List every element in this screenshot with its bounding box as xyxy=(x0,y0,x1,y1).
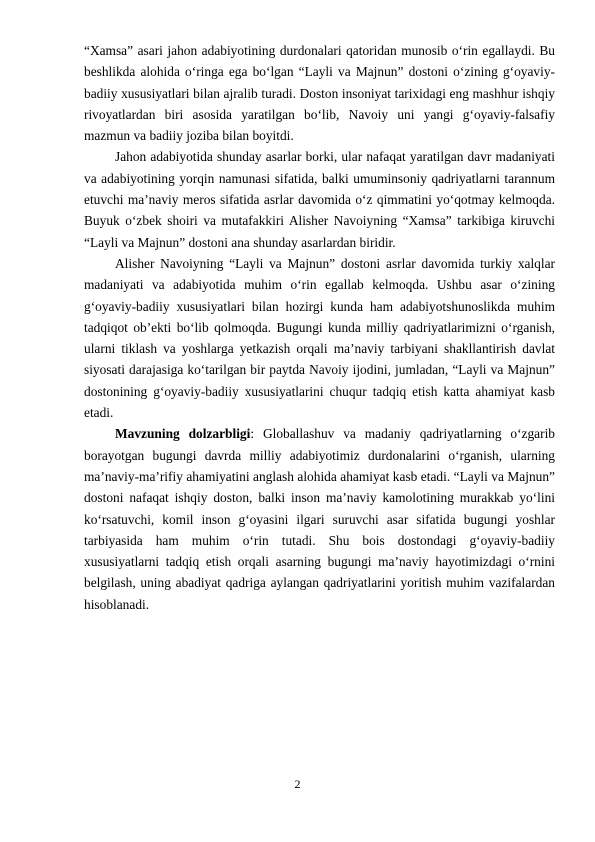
paragraph-layli-majnun-significance: Alisher Navoiyning “Layli va Majnun” dostoni asrlar davomida turkiy xalqlar madaniyati va adabiyotida muhim o‘rin egallab kelmoqda. Ushbu asar o‘zining g‘oyaviy-badiiy xususiyatlari bilan hozirgi kunda ham adabiyotshunoslikda muhim tadqiqot ob’ekti bo‘lib qolmoqda. Bugungi kunda milliy qadriyatlarimizni o‘rganish, ularni tiklash va yoshlarga yetkazish orqali ma’naviy tarbiyani shakllantirish davlat siyosati darajasiga ko‘tarilgan bir paytda Navoiy ijodini, jumladan, “Layli va Majnun” dostonining g‘oyaviy-badiiy xususiyatlarini chuqur tadqiq etish katta ahamiyat kasb etadi. xyxy=(84,255,555,421)
topic-relevance-heading: Mavzuning dolzarbligi xyxy=(115,426,251,442)
paragraph-world-literature: Jahon adabiyotida shunday asarlar borki, ular nafaqat yaratilgan davr madaniyati va adabiyotining yorqin namunasi sifatida, balki umuminsoniy qadriyatlarni tarannum etuvchi ma’naviy meros sifatida asrlar davomida o‘z qimmatini yo‘qotmay kelmoqda. Buyuk o‘zbek shoiri va mutafakkiri Alisher Navoiyning “Xamsa” tarkibiga kiruvchi “Layli va Majnun” dostoni ana shunday asarlardan biridir. xyxy=(84,149,555,250)
topic-relevance-text: : Globallashuv va madaniy qadriyatlarning o‘zgarib borayotgan bugungi davrda milliy adabiyotimiz durdonalarini o‘rganish, ularning ma’naviy-ma’rifiy ahamiyatini anglash alohida ahamiyat kasb etadi. “Layli va Majnun” dostoni nafaqat ishqiy doston, balki inson ma’naviy kamolotining murakkab yo‘lini ko‘rsatuvchi, komil inson g‘oyasini ilgari suruvchi asar sifatida bugungi yoshlar tarbiyasida ham muhim o‘rin tutadi. Shu bois dostondagi g‘oyaviy-badiiy xususiyatlarni tadqiq etish orqali asarning bugungi ma’naviy hayotimizdagi o‘rnini belgilash, uning abadiyat qadriga aylangan qadriyatlarini yoritish muhim vazifalardan hisoblanadi. xyxy=(84,426,556,612)
page-number: 2 xyxy=(294,777,301,791)
document-body xyxy=(84,40,555,615)
paragraph-xamsa-intro: “Xamsa” asari jahon adabiyotining durdonalari qatoridan munosib o‘rin egallaydi. Bu beshlikda alohida o‘ringa ega bo‘lgan “Layli va Majnun” dostoni o‘zining g‘oyaviy-badiiy xususiyatlari bilan ajralib turadi. Doston insoniyat tarixidagi eng mashhur ishqiy rivoyatlardan biri asosida yaratilgan bo‘lib, Navoiy uni yangi g‘oyaviy-falsafiy mazmun va badiiy joziba bilan boyitdi. xyxy=(84,43,555,144)
paragraph-topic-relevance xyxy=(84,423,555,615)
